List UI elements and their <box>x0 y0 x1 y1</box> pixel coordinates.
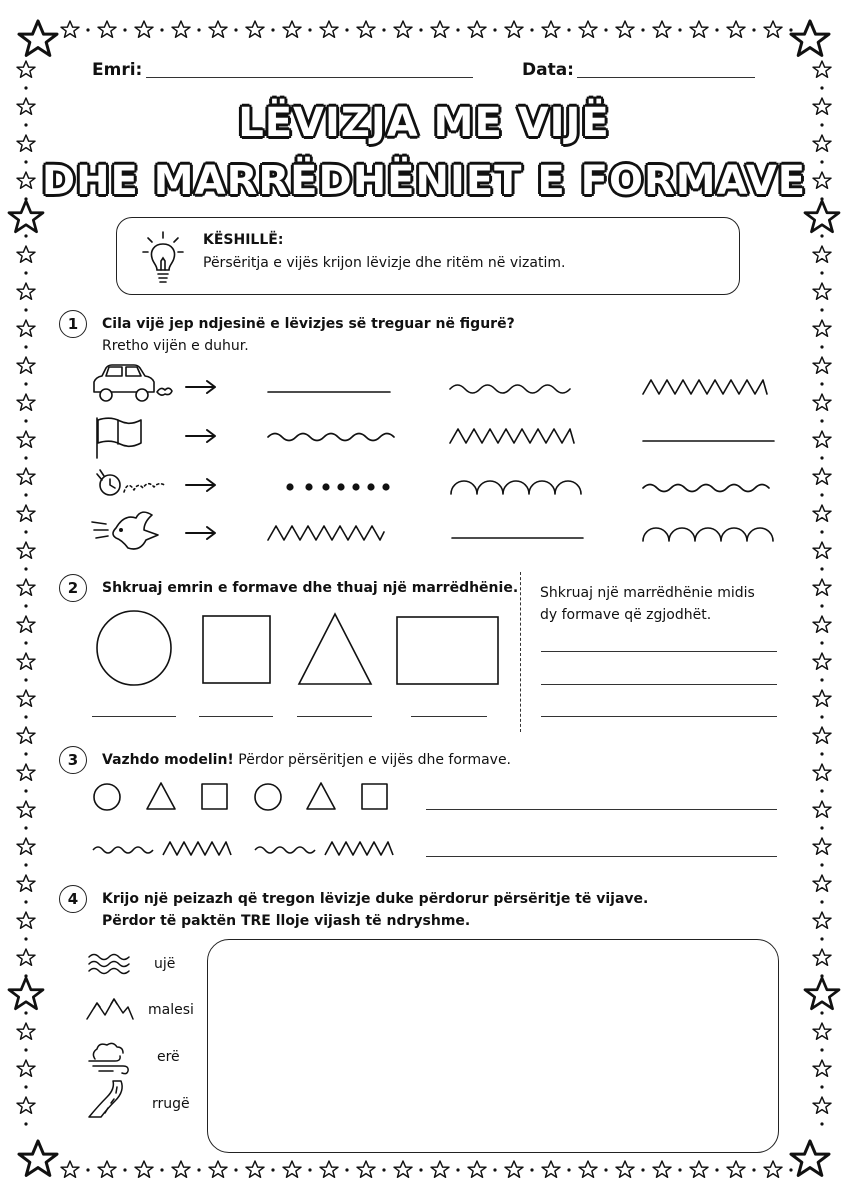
border-dot <box>24 752 27 755</box>
border-star-icon <box>727 1161 745 1177</box>
question-2-text: Shkruaj emrin e formave dhe thuaj një marrëdhënie. <box>102 580 519 596</box>
border-star-icon <box>813 1097 831 1113</box>
border-star-icon <box>813 912 831 928</box>
border-dot <box>820 1011 823 1014</box>
pattern-answer-line-2[interactable] <box>426 856 777 857</box>
border-star-icon <box>542 21 560 37</box>
border-star-icon <box>246 21 264 37</box>
border-dot <box>24 1048 27 1051</box>
border-star-icon <box>813 616 831 632</box>
border-star-icon <box>61 21 79 37</box>
drawing-area[interactable] <box>207 939 779 1153</box>
border-star-icon <box>135 1161 153 1177</box>
border-star-icon <box>579 21 597 37</box>
border-star-icon <box>468 1161 486 1177</box>
question-3-number: 3 <box>59 746 87 774</box>
wind-icon <box>89 1043 128 1073</box>
car-icon <box>94 365 172 401</box>
border-dot <box>789 1168 792 1171</box>
border-dot <box>820 937 823 940</box>
question-3-text <box>102 749 511 771</box>
border-star-icon <box>17 875 35 891</box>
border-dot <box>419 28 422 31</box>
border-star-icon <box>17 246 35 262</box>
border-star-icon <box>813 727 831 743</box>
name-field[interactable] <box>146 77 473 78</box>
border-dot <box>24 641 27 644</box>
border-dot <box>24 567 27 570</box>
border-star-icon <box>19 1141 57 1175</box>
border-dot <box>820 900 823 903</box>
relationship-answer-line-2[interactable] <box>541 684 777 685</box>
border-star-icon <box>19 21 57 55</box>
question-4-number: 4 <box>59 885 87 913</box>
question-3-pattern <box>88 780 408 865</box>
border-star-icon <box>209 1161 227 1177</box>
border-dot <box>604 1168 607 1171</box>
border-dot <box>820 1122 823 1125</box>
border-dot <box>24 1122 27 1125</box>
border-star-icon <box>616 1161 634 1177</box>
tip-heading: KËSHILLË: <box>203 232 284 248</box>
border-dot <box>24 715 27 718</box>
mountain-icon <box>87 999 133 1019</box>
border-star-icon <box>17 764 35 780</box>
relationship-answer-line-1[interactable] <box>541 651 777 652</box>
border-star-icon <box>172 21 190 37</box>
border-star-icon <box>813 579 831 595</box>
triangle-shape <box>299 614 371 684</box>
border-star-icon <box>505 1161 523 1177</box>
ball-bounce-icon <box>97 470 166 495</box>
border-dot <box>820 86 823 89</box>
border-dot <box>419 1168 422 1171</box>
border-dot <box>530 1168 533 1171</box>
border-star-icon <box>209 21 227 37</box>
border-star-icon <box>813 801 831 817</box>
border-dot <box>820 1048 823 1051</box>
legend-label-water: ujë <box>154 956 176 972</box>
border-star-icon <box>505 21 523 37</box>
legend-icons <box>85 945 135 1125</box>
lightbulb-icon <box>139 228 187 286</box>
water-icon <box>89 955 129 974</box>
border-star-icon <box>135 21 153 37</box>
border-dot <box>382 1168 385 1171</box>
dotted-line <box>286 483 389 490</box>
border-star-icon <box>813 1023 831 1039</box>
border-dot <box>308 28 311 31</box>
border-star-icon <box>320 1161 338 1177</box>
border-star-icon <box>283 1161 301 1177</box>
border-star-icon <box>98 21 116 37</box>
border-dot <box>567 1168 570 1171</box>
border-dot <box>24 900 27 903</box>
shape-name-answer-1[interactable] <box>92 716 176 717</box>
arrow-icons <box>186 381 215 539</box>
legend-label-road: rrugë <box>152 1096 190 1112</box>
border-dot <box>382 28 385 31</box>
question-1-text: Cila vijë jep ndjesinë e lëvizjes së treguar në figurë? <box>102 316 515 332</box>
border-star-icon <box>394 1161 412 1177</box>
border-star-icon <box>17 579 35 595</box>
question-1-rows <box>0 360 848 560</box>
border-star-icon <box>616 21 634 37</box>
page-title-line1: LËVIZJA ME VIJË <box>238 100 610 146</box>
question-3-rest: Përdor përsëritjen e vijës dhe formave. <box>233 752 512 768</box>
border-dot <box>820 1085 823 1088</box>
border-star-icon <box>9 978 43 1009</box>
border-dot <box>820 604 823 607</box>
border-dot <box>197 28 200 31</box>
border-star-icon <box>690 21 708 37</box>
border-star-icon <box>17 283 35 299</box>
border-star-icon <box>813 61 831 77</box>
border-dot <box>604 28 607 31</box>
border-dot <box>234 28 237 31</box>
border-dot <box>160 1168 163 1171</box>
border-dot <box>493 1168 496 1171</box>
border-star-icon <box>653 1161 671 1177</box>
border-dot <box>530 28 533 31</box>
border-dot <box>820 715 823 718</box>
border-dot <box>24 937 27 940</box>
border-dot <box>24 826 27 829</box>
border-dot <box>820 863 823 866</box>
border-dot <box>820 234 823 237</box>
border-star-icon <box>579 1161 597 1177</box>
rectangle-shape <box>397 617 498 684</box>
border-dot <box>24 789 27 792</box>
question-2-number: 2 <box>59 574 87 602</box>
tip-text: Përsëritja e vijës krijon lëvizje dhe ritëm në vizatim. <box>203 255 566 271</box>
border-dot <box>24 863 27 866</box>
border-dot <box>160 28 163 31</box>
border-star-icon <box>813 320 831 336</box>
page-title-line2: DHE MARRËDHËNIET E FORMAVE <box>41 158 807 204</box>
border-dot <box>820 345 823 348</box>
border-dot <box>678 1168 681 1171</box>
border-star-icon <box>653 21 671 37</box>
border-dot <box>345 1168 348 1171</box>
border-dot <box>24 86 27 89</box>
square-shape <box>203 616 270 683</box>
border-star-icon <box>320 21 338 37</box>
border-star-icon <box>17 1060 35 1076</box>
border-star-icon <box>813 246 831 262</box>
border-dot <box>24 345 27 348</box>
tip-box <box>116 217 740 295</box>
relationship-answer-line-3[interactable] <box>541 716 777 717</box>
border-dot <box>678 28 681 31</box>
border-star-icon <box>17 61 35 77</box>
border-dot <box>24 1011 27 1014</box>
date-label: Data: <box>522 60 574 80</box>
border-dot <box>820 641 823 644</box>
question-1-number: 1 <box>59 310 87 338</box>
border-star-icon <box>17 912 35 928</box>
border-star-icon <box>805 978 839 1009</box>
border-dot <box>308 1168 311 1171</box>
border-star-icon <box>813 690 831 706</box>
border-dot <box>86 28 89 31</box>
border-star-icon <box>431 1161 449 1177</box>
border-star-icon <box>542 1161 560 1177</box>
border-star-icon <box>813 283 831 299</box>
border-star-icon <box>813 949 831 965</box>
border-star-icon <box>791 21 829 55</box>
border-star-icon <box>61 1161 79 1177</box>
border-dot <box>752 28 755 31</box>
date-field[interactable] <box>577 77 755 78</box>
border-star-icon <box>17 320 35 336</box>
border-star-icon <box>17 838 35 854</box>
border-dot <box>456 1168 459 1171</box>
border-star-icon <box>357 1161 375 1177</box>
border-star-icon <box>727 21 745 37</box>
border-star-icon <box>9 201 43 232</box>
border-dot <box>456 28 459 31</box>
border-dot <box>24 234 27 237</box>
border-dot <box>820 752 823 755</box>
border-star-icon <box>690 1161 708 1177</box>
border-dot <box>789 28 792 31</box>
border-dot <box>820 308 823 311</box>
shape-name-answer-4[interactable] <box>411 716 487 717</box>
border-dot <box>641 1168 644 1171</box>
road-icon <box>89 1081 122 1117</box>
border-dot <box>715 28 718 31</box>
border-dot <box>567 28 570 31</box>
legend-label-mountain: malesi <box>148 1002 194 1018</box>
border-star-icon <box>805 201 839 232</box>
border-dot <box>820 567 823 570</box>
border-star-icon <box>813 875 831 891</box>
shape-name-answer-2[interactable] <box>199 716 273 717</box>
border-dot <box>197 1168 200 1171</box>
border-star-icon <box>172 1161 190 1177</box>
border-dot <box>271 1168 274 1171</box>
border-star-icon <box>283 21 301 37</box>
border-dot <box>24 678 27 681</box>
border-star-icon <box>17 949 35 965</box>
border-dot <box>715 1168 718 1171</box>
border-star-icon <box>791 1141 829 1175</box>
name-label: Emri: <box>92 60 143 80</box>
border-dot <box>24 308 27 311</box>
legend-label-wind: erë <box>157 1049 180 1065</box>
question-2-shapes <box>90 610 510 690</box>
border-dot <box>271 28 274 31</box>
border-dot <box>234 1168 237 1171</box>
border-star-icon <box>394 21 412 37</box>
question-2-side-text-line1: Shkruaj një marrëdhënie midis <box>540 585 755 601</box>
section-divider <box>520 572 521 732</box>
border-star-icon <box>431 21 449 37</box>
border-dot <box>820 789 823 792</box>
border-star-icon <box>813 653 831 669</box>
border-star-icon <box>357 21 375 37</box>
pattern-answer-line-1[interactable] <box>426 809 777 810</box>
border-dot <box>641 28 644 31</box>
border-dot <box>345 28 348 31</box>
question-1-instruction: Rretho vijën e duhur. <box>102 338 249 354</box>
border-star-icon <box>17 801 35 817</box>
border-dot <box>24 604 27 607</box>
border-dot <box>123 1168 126 1171</box>
border-dot <box>493 28 496 31</box>
border-dot <box>820 678 823 681</box>
border-dot <box>24 271 27 274</box>
border-star-icon <box>98 1161 116 1177</box>
border-star-icon <box>764 21 782 37</box>
border-dot <box>752 1168 755 1171</box>
border-star-icon <box>17 1097 35 1113</box>
border-star-icon <box>17 653 35 669</box>
question-4-text: Krijo një peizazh që tregon lëvizje duke përdorur përsëritje të vijave. <box>102 891 649 907</box>
question-3-bold: Vazhdo modelin! <box>102 752 234 768</box>
border-star-icon <box>17 690 35 706</box>
question-4-instruction: Përdor të paktën TRE lloje vijash të ndryshme. <box>102 913 471 929</box>
border-star-icon <box>813 1060 831 1076</box>
bird-icon <box>92 512 158 549</box>
border-star-icon <box>813 764 831 780</box>
border-star-icon <box>813 838 831 854</box>
border-dot <box>820 826 823 829</box>
border-star-icon <box>468 21 486 37</box>
shape-name-answer-3[interactable] <box>297 716 372 717</box>
border-star-icon <box>17 616 35 632</box>
border-star-icon <box>17 727 35 743</box>
question-2-side-text-line2: dy formave që zgjodhët. <box>540 607 712 623</box>
border-star-icon <box>764 1161 782 1177</box>
border-dot <box>820 271 823 274</box>
border-star-icon <box>246 1161 264 1177</box>
border-dot <box>24 1085 27 1088</box>
flag-icon <box>97 418 141 458</box>
border-star-icon <box>17 1023 35 1039</box>
circle-shape <box>97 611 171 685</box>
border-dot <box>86 1168 89 1171</box>
border-dot <box>123 28 126 31</box>
